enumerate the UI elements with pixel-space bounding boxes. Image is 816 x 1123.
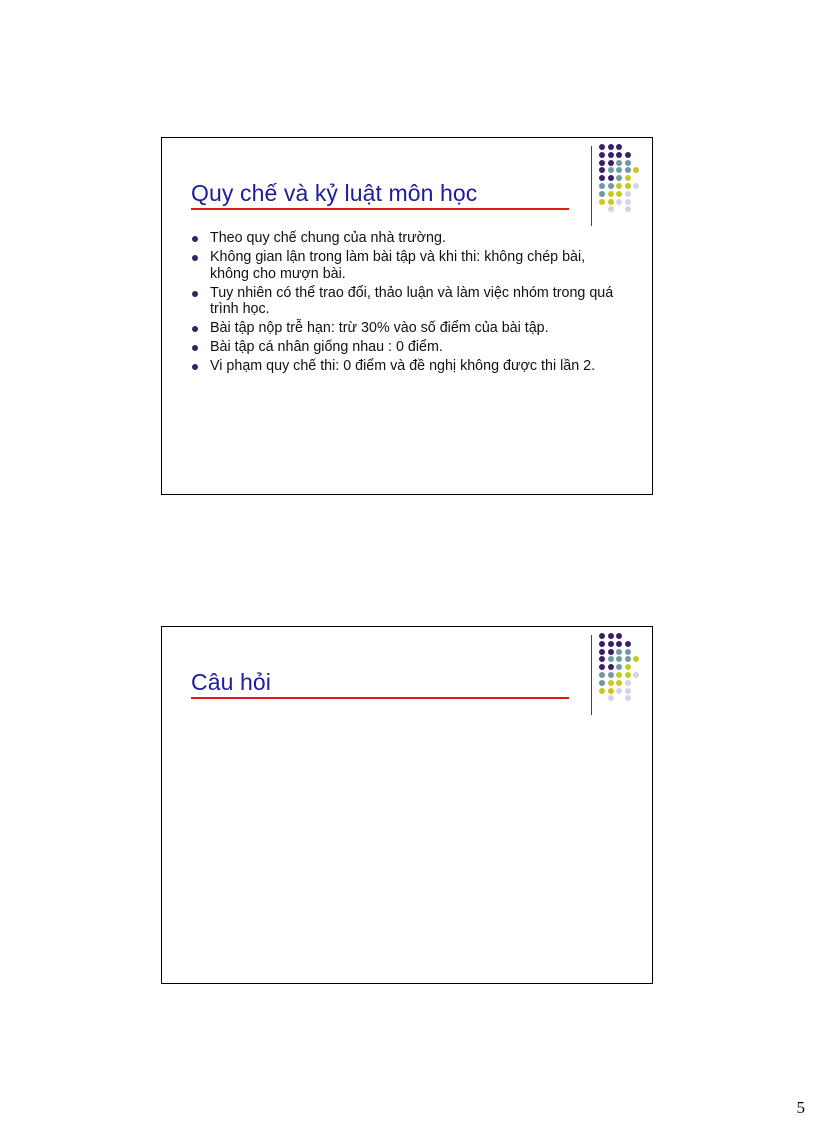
decor-dot (616, 672, 622, 678)
decor-dot (625, 191, 631, 197)
slide-rules (161, 137, 653, 495)
decor-dot (616, 641, 622, 647)
decor-dot (599, 688, 605, 694)
decor-dot (625, 199, 631, 205)
decor-dot (633, 167, 639, 173)
decor-divider (591, 635, 592, 715)
decor-dot (608, 641, 614, 647)
decor-dot (599, 672, 605, 678)
decor-dot (625, 688, 631, 694)
decor-dot (599, 191, 605, 197)
decor-dot (608, 144, 614, 150)
decor-dot (608, 199, 614, 205)
slide-questions (161, 626, 653, 984)
title-underline (191, 697, 569, 699)
decor-dot (625, 695, 631, 701)
decor-dot (599, 183, 605, 189)
bullet-list (192, 230, 617, 377)
page-number: 5 (796, 1098, 805, 1117)
list-item (192, 320, 617, 337)
list-item (192, 285, 617, 318)
decor-dot (616, 633, 622, 639)
bullet-text: Không gian lận trong làm bài tập và khi thi: không chép bài, không cho mượn bài. (210, 249, 586, 282)
decor-dot (625, 183, 631, 189)
decor-dot (616, 183, 622, 189)
decor-dot (599, 680, 605, 686)
decor-dot (616, 680, 622, 686)
decor-dot (599, 144, 605, 150)
decor-dot (608, 649, 614, 655)
decor-dot (599, 152, 605, 158)
decor-dot (599, 656, 605, 662)
decor-dot (599, 175, 605, 181)
decor-dot (616, 191, 622, 197)
decor-dot (608, 695, 614, 701)
decor-dot (608, 664, 614, 670)
decor-dot (599, 633, 605, 639)
decor-dot (608, 167, 614, 173)
decor-dot (625, 656, 631, 662)
decor-dot (633, 656, 639, 662)
title-underline (191, 208, 569, 210)
decor-dot (608, 633, 614, 639)
list-item (192, 339, 617, 356)
bullet-icon (192, 291, 198, 297)
decor-dot (625, 641, 631, 647)
decor-dot (599, 664, 605, 670)
bullet-icon (192, 236, 198, 242)
decor-dot (599, 167, 605, 173)
bullet-text: Vi phạm quy chế thi: 0 điểm và đề nghị không được thi lần 2. (210, 358, 596, 374)
bullet-icon (192, 255, 198, 261)
decor-dot (599, 199, 605, 205)
list-item (192, 358, 617, 375)
decor-dot (625, 649, 631, 655)
decor-dot (616, 664, 622, 670)
bullet-icon (192, 345, 198, 351)
decor-dot (616, 167, 622, 173)
decor-dot (616, 160, 622, 166)
decor-dot (608, 656, 614, 662)
decor-dot (616, 688, 622, 694)
decor-dot (608, 191, 614, 197)
decor-dot (608, 152, 614, 158)
decor-dot (616, 199, 622, 205)
decor-dot (616, 649, 622, 655)
list-item (192, 230, 617, 247)
decor-dot (625, 206, 631, 212)
decor-dot (616, 144, 622, 150)
decor-dot (625, 160, 631, 166)
decor-dot (599, 641, 605, 647)
decor-dot (608, 206, 614, 212)
decor-dot (599, 160, 605, 166)
bullet-text: Bài tập cá nhân giống nhau : 0 điểm. (210, 339, 443, 355)
decor-dot (616, 656, 622, 662)
bullet-icon (192, 364, 198, 370)
decor-dot (625, 167, 631, 173)
decor-dot (608, 160, 614, 166)
decor-dot (608, 680, 614, 686)
decor-dot (608, 672, 614, 678)
decor-dot (625, 175, 631, 181)
decor-dot (608, 688, 614, 694)
list-item (192, 249, 617, 282)
decor-dot (616, 175, 622, 181)
decor-dot (625, 672, 631, 678)
slide-title: Câu hỏi (191, 669, 271, 695)
dot-grid-decoration (599, 144, 649, 216)
decor-dot (625, 152, 631, 158)
bullet-icon (192, 326, 198, 332)
bullet-text: Bài tập nộp trễ hạn: trừ 30% vào số điểm của bài tập. (210, 320, 549, 336)
decor-dot (633, 183, 639, 189)
decor-divider (591, 146, 592, 226)
decor-dot (633, 672, 639, 678)
decor-dot (625, 664, 631, 670)
slide-title: Quy chế và kỷ luật môn học (191, 180, 478, 206)
decor-dot (599, 649, 605, 655)
dot-grid-decoration (599, 633, 649, 705)
bullet-text: Theo quy chế chung của nhà trường. (210, 230, 446, 246)
decor-dot (608, 175, 614, 181)
decor-dot (625, 680, 631, 686)
decor-dot (616, 152, 622, 158)
bullet-text: Tuy nhiên có thể trao đổi, thảo luận và làm việc nhóm trong quá trình học. (210, 284, 614, 317)
decor-dot (608, 183, 614, 189)
